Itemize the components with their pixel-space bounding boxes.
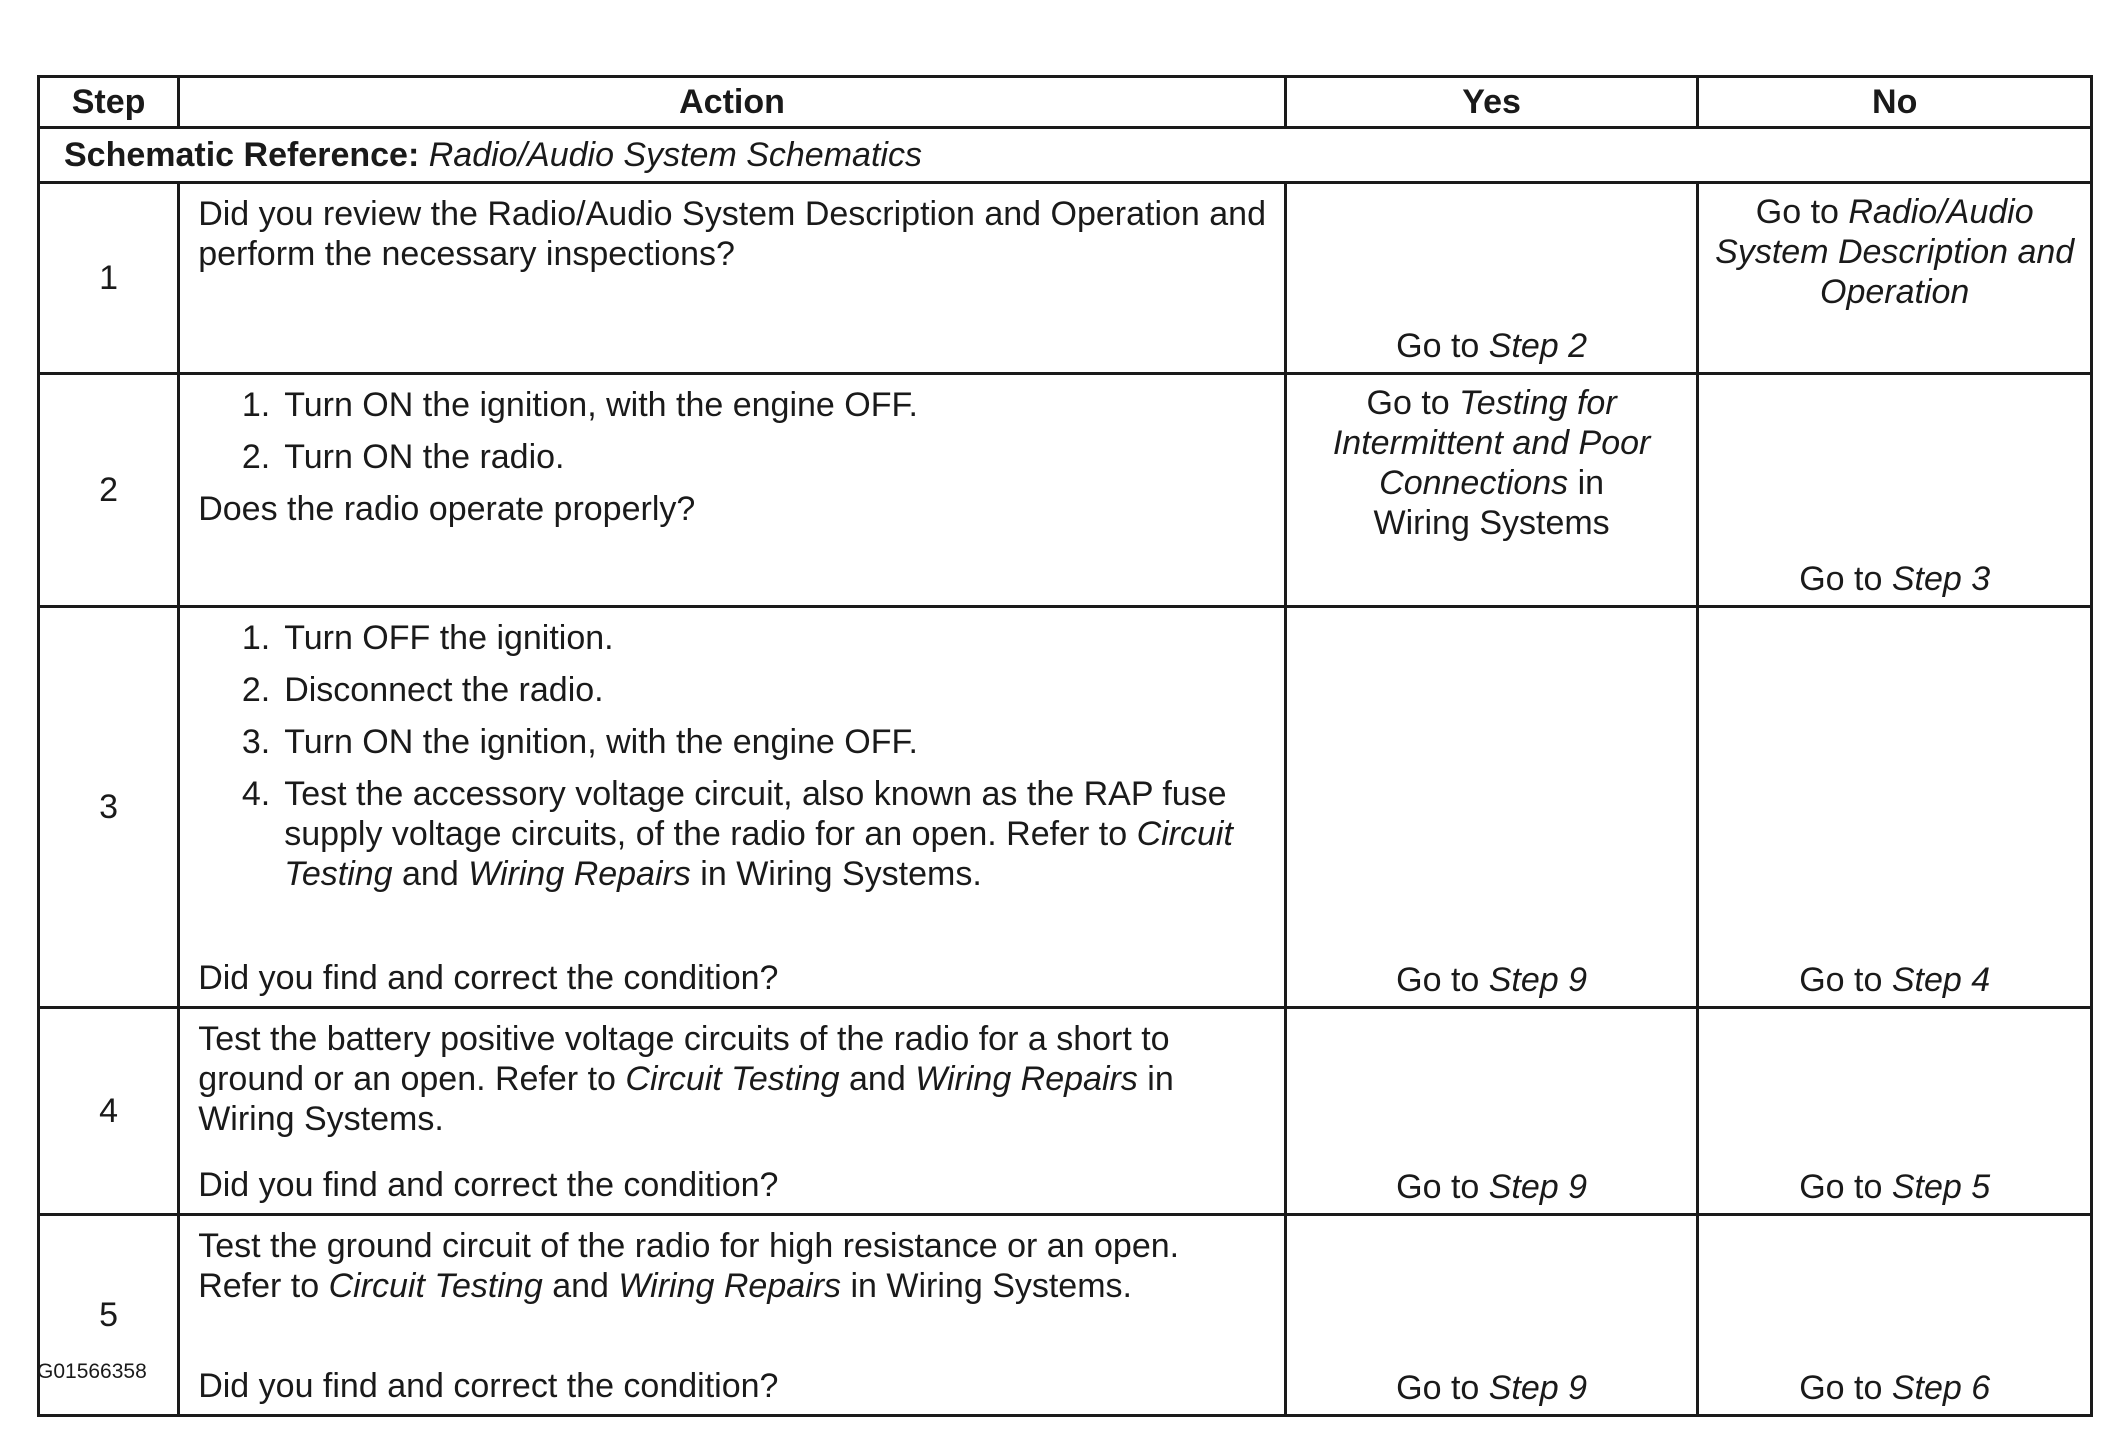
yes-result: [1297, 326, 1687, 366]
no-cell: [1698, 183, 2092, 374]
table-row: [39, 1008, 2092, 1215]
no-link[interactable]: Step 3: [1891, 560, 1991, 598]
yes-prefix: Go to: [1396, 1168, 1489, 1206]
list-item-text: Disconnect the radio.: [284, 671, 604, 709]
yes-prefix: Go to: [1396, 1369, 1489, 1407]
yes-cell: [1285, 1215, 1698, 1416]
no-prefix: Go to: [1799, 961, 1892, 999]
no-cell: [1698, 1215, 2092, 1416]
list-item-text: Turn ON the radio.: [284, 438, 565, 476]
yes-link[interactable]: Step 2: [1488, 327, 1588, 365]
action-text: Did you review the Radio/Audio System Description and Operation and perform the necessary inspections?: [198, 195, 1266, 273]
action-text: Test the ground circuit of the radio for high resistance or an open. Refer to Circuit Testing and Wiring Repairs in Wiring Systems.: [198, 1227, 1180, 1305]
yes-cell: [1285, 1008, 1698, 1215]
question-text: Did you find and correct the condition?: [198, 959, 779, 997]
question-text: Did you find and correct the condition?: [198, 1166, 779, 1204]
no-cell: [1698, 374, 2092, 607]
yes-result: [1297, 1167, 1687, 1207]
circuit-testing-link[interactable]: Circuit Testing: [625, 1060, 840, 1098]
no-prefix: Go to: [1799, 1168, 1892, 1206]
yes-cell: [1285, 183, 1698, 374]
list-item: 1. Turn OFF the ignition.: [218, 618, 1270, 658]
figure-id: G01566358: [37, 1360, 147, 1383]
yes-link[interactable]: Step 9: [1488, 1168, 1588, 1206]
yes-result: [1297, 1368, 1687, 1408]
circuit-testing-link[interactable]: Circuit Testing: [328, 1267, 543, 1305]
schematic-reference-row: [39, 128, 2092, 183]
wiring-repairs-link[interactable]: Wiring Repairs: [915, 1060, 1138, 1098]
yes-prefix: Go to: [1366, 384, 1460, 422]
wiring-repairs-link[interactable]: Wiring Repairs: [618, 1267, 842, 1305]
list-item: 4. Test the accessory voltage circuit, also known as the RAP fuse supply voltage circuits, of the radio for an open. Refer to Circuit Testing and Wiring Repairs in Wiring Systems.: [218, 774, 1270, 894]
diagnostic-table: [37, 75, 2093, 1417]
no-prefix: Go to: [1799, 1369, 1892, 1407]
list-item: 2. Turn ON the radio.: [218, 437, 1270, 477]
no-link[interactable]: Step 5: [1891, 1168, 1991, 1206]
action-list: [218, 618, 1270, 906]
schematic-reference-label: Schematic Reference:: [64, 136, 420, 174]
no-prefix: Go to: [1755, 193, 1849, 231]
no-link[interactable]: Radio/Audio System Description and Operation: [1715, 193, 2075, 311]
no-result: [1709, 1368, 2080, 1408]
no-result: [1709, 960, 2080, 1000]
yes-link[interactable]: Step 9: [1488, 961, 1588, 999]
action-cell: [179, 374, 1286, 607]
schematic-reference-link[interactable]: Radio/Audio System Schematics: [428, 136, 922, 174]
yes-result: [1297, 960, 1687, 1000]
yes-link[interactable]: Testing for Intermittent and Poor Connections: [1332, 384, 1651, 502]
yes-mid: in: [1568, 464, 1605, 502]
question-text: Does the radio operate properly?: [198, 490, 696, 528]
step-number: 5: [39, 1215, 179, 1416]
header-row: [39, 77, 2092, 128]
yes-result: [1297, 383, 1687, 543]
table-row: [39, 374, 2092, 607]
list-item-text: Turn OFF the ignition.: [284, 619, 614, 657]
yes-link[interactable]: Step 9: [1488, 1369, 1588, 1407]
schematic-reference-cell: [39, 128, 2092, 183]
no-link[interactable]: Step 4: [1891, 961, 1991, 999]
header-yes: Yes: [1285, 77, 1698, 128]
header-action: Action: [179, 77, 1286, 128]
question-text: Did you find and correct the condition?: [198, 1367, 779, 1405]
wiring-repairs-link[interactable]: Wiring Repairs: [468, 855, 691, 893]
no-cell: [1698, 607, 2092, 1008]
action-list: [218, 385, 1270, 477]
list-item: 3. Turn ON the ignition, with the engine OFF.: [218, 722, 1270, 762]
table-row: [39, 1215, 2092, 1416]
action-cell: [179, 1215, 1286, 1416]
no-result: [1709, 192, 2080, 312]
table-row: [39, 607, 2092, 1008]
no-link[interactable]: Step 6: [1891, 1369, 1991, 1407]
step-number: 4: [39, 1008, 179, 1215]
step-number: 2: [39, 374, 179, 607]
yes-cell: [1285, 374, 1698, 607]
list-item-text: Test the accessory voltage circuit, also known as the RAP fuse supply voltage circuits, of the radio for an open. Refer to Circuit Testing and Wiring Repairs in Wiring Systems.: [284, 775, 1233, 893]
step-number: 1: [39, 183, 179, 374]
list-item: 2. Disconnect the radio.: [218, 670, 1270, 710]
action-cell: [179, 183, 1286, 374]
circuit-testing-link[interactable]: Circuit Testing: [284, 815, 1233, 893]
action-cell: [179, 1008, 1286, 1215]
step-number: 3: [39, 607, 179, 1008]
list-item-text: Turn ON the ignition, with the engine OFF.: [284, 386, 918, 424]
no-result: [1709, 1167, 2080, 1207]
action-cell: [179, 607, 1286, 1008]
header-no: No: [1698, 77, 2092, 128]
list-item: 1. Turn ON the ignition, with the engine OFF.: [218, 385, 1270, 425]
yes-prefix: Go to: [1396, 327, 1489, 365]
table-row: [39, 183, 2092, 374]
no-prefix: Go to: [1799, 560, 1892, 598]
list-item-text: Turn ON the ignition, with the engine OFF.: [284, 723, 918, 761]
no-result: [1709, 559, 2080, 599]
header-step: Step: [39, 77, 179, 128]
yes-suffix: Wiring Systems: [1373, 504, 1610, 542]
action-text: Test the battery positive voltage circuits of the radio for a short to ground or an open. Refer to Circuit Testing and Wiring Repairs in Wiring Systems.: [198, 1020, 1174, 1138]
yes-cell: [1285, 607, 1698, 1008]
no-cell: [1698, 1008, 2092, 1215]
yes-prefix: Go to: [1396, 961, 1489, 999]
